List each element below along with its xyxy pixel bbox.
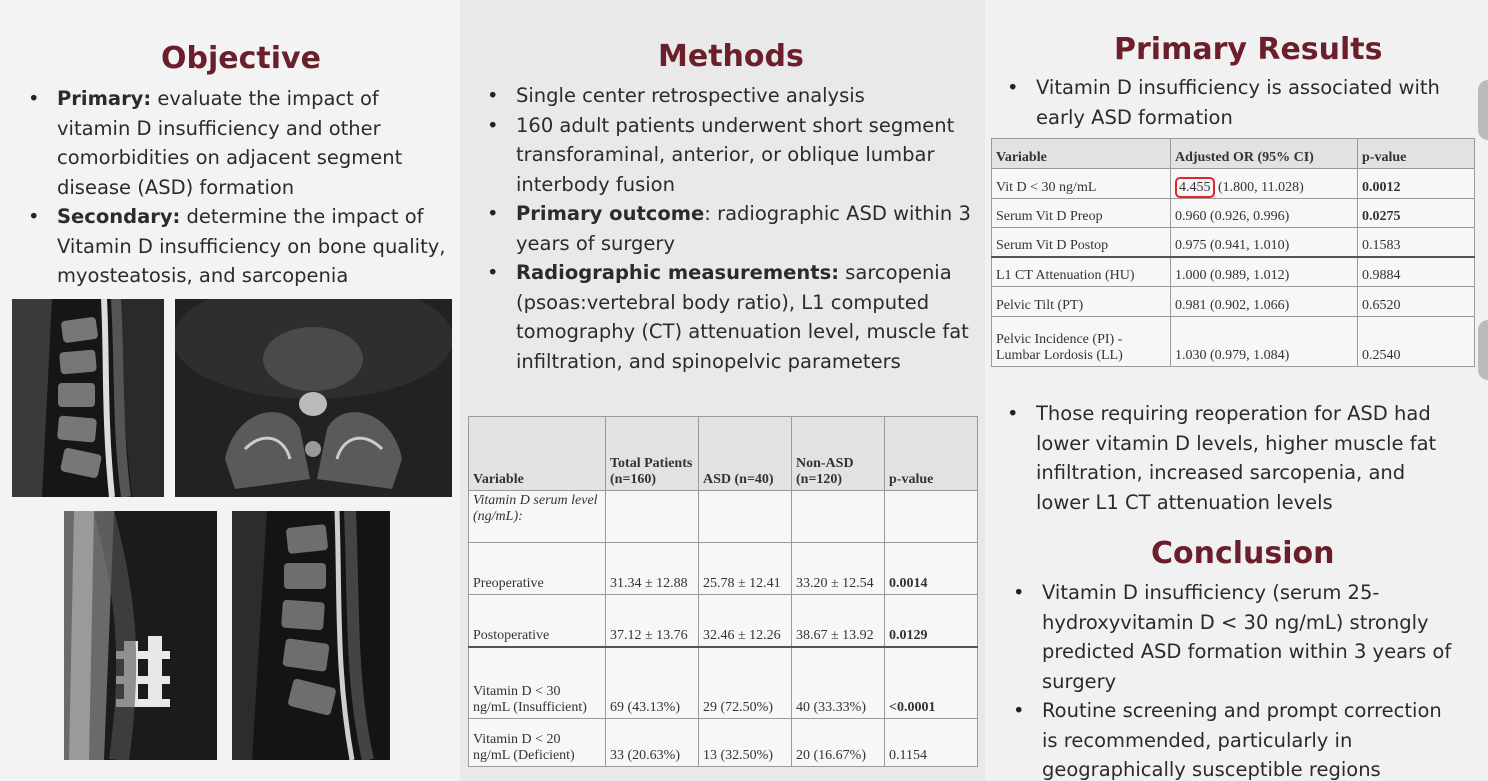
table-header: ASD (n=40) [699,417,792,491]
table-cell: 0.2540 [1358,317,1475,367]
demographics-table [468,416,978,767]
table-row [469,491,978,543]
table-cell: 37.12 ± 13.76 [606,595,699,647]
methods-bullet: • 160 adult patients underwent short segment transforaminal, anterior, or oblique lumbar interbody fusion [487,111,977,200]
table-cell: <0.0001 [885,647,978,719]
table-row [992,199,1475,228]
table-cell: 1.030 (0.979, 1.084) [1171,317,1358,367]
table-row [992,228,1475,257]
sagittal-mri-image [12,299,164,497]
table-cell: 0.1583 [1358,228,1475,257]
edge-tab [1478,80,1488,140]
table-row [469,543,978,595]
table-cell: 29 (72.50%) [699,647,792,719]
table-cell: 0.975 (0.941, 1.010) [1171,228,1358,257]
regression-table [991,138,1475,367]
results-list-top [1007,73,1457,132]
table-cell: 0.6520 [1358,287,1475,317]
table-cell: 33.20 ± 12.54 [792,543,885,595]
table-cell: Serum Vit D Postop [992,228,1171,257]
table-cell: 0.960 (0.926, 0.996) [1171,199,1358,228]
table-row [469,647,978,719]
table-cell: 31.34 ± 12.88 [606,543,699,595]
table-cell: 4.455 (1.800, 11.028) [1171,169,1358,199]
highlighted-or: 4.455 [1175,177,1215,198]
table-header: Variable [469,417,606,491]
objective-title: Objective [161,41,321,76]
table-cell: 0.9884 [1358,257,1475,287]
conclusion-title: Conclusion [1151,536,1335,571]
table-header: p-value [1358,139,1475,169]
table-header: p-value [885,417,978,491]
methods-bullet: • Single center retrospective analysis [487,81,977,111]
results-bullet: • Vitamin D insufficiency is associated with early ASD formation [1007,73,1457,132]
table-cell: Postoperative [469,595,606,647]
methods-panel [460,0,985,781]
postop-mri-image [232,511,390,760]
table-cell: 20 (16.67%) [792,719,885,767]
table-cell: 38.67 ± 13.92 [792,595,885,647]
table-cell: Serum Vit D Preop [992,199,1171,228]
table-header: Non-ASD (n=120) [792,417,885,491]
table-cell: 0.0275 [1358,199,1475,228]
table-cell: Pelvic Tilt (PT) [992,287,1171,317]
table-cell: 69 (43.13%) [606,647,699,719]
objective-primary: • Primary: evaluate the impact of vitamin D insufficiency and other comorbidities on adjacent segment disease (ASD) formation [28,84,448,202]
objective-list [28,84,448,291]
table-cell: 0.0012 [1358,169,1475,199]
conclusion-bullet: • Vitamin D insufficiency (serum 25-hydroxyvitamin D < 30 ng/mL) strongly predicted ASD formation within 3 years of surgery [1013,578,1463,696]
table-cell: 13 (32.50%) [699,719,792,767]
table-header: Variable [992,139,1171,169]
table-cell: 1.000 (0.989, 1.012) [1171,257,1358,287]
table-cell: 0.0014 [885,543,978,595]
results-list-bottom [1007,399,1457,517]
methods-list [487,81,977,376]
axial-mri-image [175,299,452,497]
conclusion-list [1013,578,1463,781]
methods-bullet: • Primary outcome: radiographic ASD within 3 years of surgery [487,199,977,258]
edge-tab [1478,320,1488,380]
methods-bullet: • Radiographic measurements: sarcopenia (psoas:vertebral body ratio), L1 computed tomography (CT) attenuation level, muscle fat infiltration, and spinopelvic parameters [487,258,977,376]
table-cell: 0.0129 [885,595,978,647]
table-section-label: Vitamin D serum level (ng/mL): [469,491,606,543]
table-row [469,719,978,767]
table-cell: Pelvic Incidence (PI) - Lumbar Lordosis (LL) [992,317,1171,367]
table-cell: Preoperative [469,543,606,595]
table-cell: 25.78 ± 12.41 [699,543,792,595]
table-row [992,257,1475,287]
lateral-xray-image [64,511,217,760]
objective-secondary: • Secondary: determine the impact of Vitamin D insufficiency on bone quality, myosteatosis, and sarcopenia [28,202,448,291]
table-cell: 0.1154 [885,719,978,767]
table-cell: 32.46 ± 12.26 [699,595,792,647]
conclusion-bullet: • Routine screening and prompt correction is recommended, particularly in geographically susceptible regions [1013,696,1463,781]
table-row [992,317,1475,367]
table-cell: L1 CT Attenuation (HU) [992,257,1171,287]
results-panel [985,0,1488,781]
table-row [469,595,978,647]
table-row [992,169,1475,199]
table-cell: Vitamin D < 30 ng/mL (Insufficient) [469,647,606,719]
table-cell: 33 (20.63%) [606,719,699,767]
table-cell: Vitamin D < 20 ng/mL (Deficient) [469,719,606,767]
objective-panel [0,0,460,781]
results-title: Primary Results [1114,32,1383,67]
table-cell: 40 (33.33%) [792,647,885,719]
table-cell: Vit D < 30 ng/mL [992,169,1171,199]
results-bullet: • Those requiring reoperation for ASD had lower vitamin D levels, higher muscle fat infiltration, increased sarcopenia, and lower L1 CT attenuation levels [1007,399,1457,517]
table-header: Total Patients (n=160) [606,417,699,491]
table-cell: 0.981 (0.902, 1.066) [1171,287,1358,317]
methods-title: Methods [658,39,804,74]
table-header: Adjusted OR (95% CI) [1171,139,1358,169]
table-row [992,287,1475,317]
